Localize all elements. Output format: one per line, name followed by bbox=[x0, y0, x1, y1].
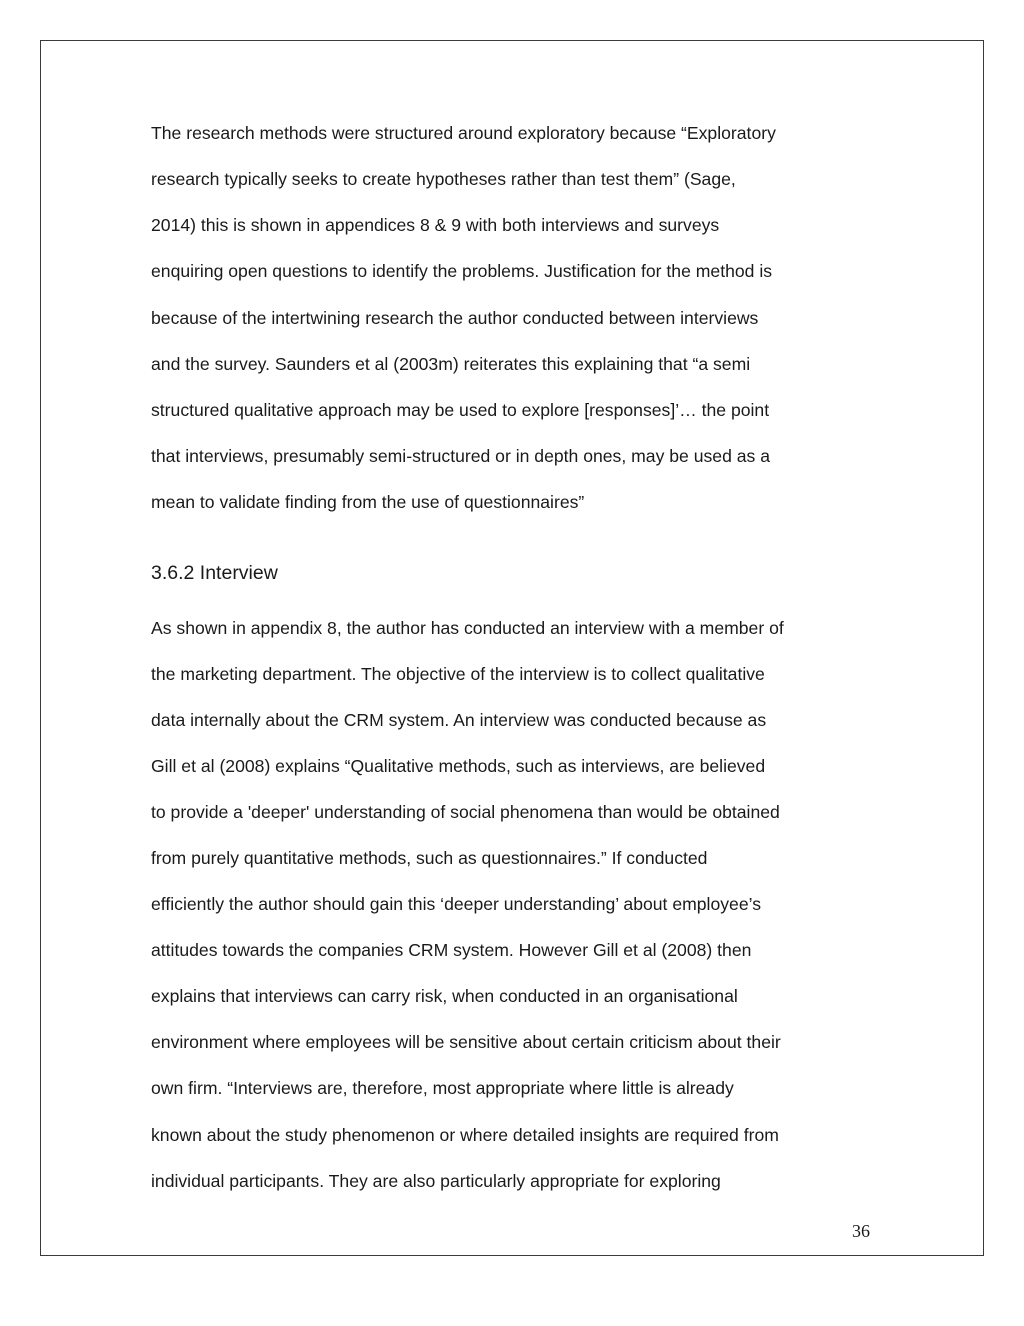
paragraph-1-line-2: research typically seeks to create hypotheses rather than test them” (Sage, bbox=[151, 169, 736, 189]
paragraph-1-line-9: mean to validate finding from the use of questionnaires” bbox=[151, 492, 585, 512]
paragraph-1-line-1: The research methods were structured around exploratory because “Exploratory bbox=[151, 123, 776, 143]
paragraph-1-line-6: and the survey. Saunders et al (2003m) reiterates this explaining that “a semi bbox=[151, 354, 751, 374]
paragraph-2-line-10: environment where employees will be sensitive about certain criticism about their bbox=[151, 1032, 781, 1052]
paragraph-2-line-12: known about the study phenomenon or where detailed insights are required from bbox=[151, 1125, 779, 1145]
paragraph-1-line-8: that interviews, presumably semi-structured or in depth ones, may be used as a bbox=[151, 446, 771, 466]
section-heading: 3.6.2 Interview bbox=[151, 562, 278, 584]
paragraph-2-line-4: Gill et al (2008) explains “Qualitative methods, such as interviews, are believed bbox=[151, 756, 766, 776]
paragraph-2-line-2: the marketing department. The objective of the interview is to collect qualitative bbox=[151, 664, 765, 684]
paragraph-1-line-7: structured qualitative approach may be used to explore [responses]’… the point bbox=[151, 400, 770, 420]
paragraph-1-line-5: because of the intertwining research the author conducted between interviews bbox=[151, 308, 759, 328]
paragraph-2-line-9: explains that interviews can carry risk, when conducted in an organisational bbox=[151, 986, 738, 1006]
paragraph-2-line-6: from purely quantitative methods, such as questionnaires.” If conducted bbox=[151, 848, 708, 868]
paragraph-2-line-3: data internally about the CRM system. An interview was conducted because as bbox=[151, 710, 767, 730]
paragraph-2-line-7: efficiently the author should gain this ‘deeper understanding’ about employee’s bbox=[151, 894, 762, 914]
paragraph-1-line-3: 2014) this is shown in appendices 8 & 9 with both interviews and surveys bbox=[151, 215, 720, 235]
paragraph-2-line-8: attitudes towards the companies CRM system. However Gill et al (2008) then bbox=[151, 940, 752, 960]
page-number: 36 bbox=[852, 1221, 870, 1241]
paragraph-1-line-4: enquiring open questions to identify the problems. Justification for the method is bbox=[151, 261, 773, 281]
paragraph-2-line-1: As shown in appendix 8, the author has conducted an interview with a member of bbox=[151, 618, 784, 638]
paragraph-2-line-11: own firm. “Interviews are, therefore, most appropriate where little is already bbox=[151, 1078, 734, 1098]
paragraph-2-line-13: individual participants. They are also particularly appropriate for exploring bbox=[151, 1171, 721, 1191]
paragraph-2-line-5: to provide a 'deeper' understanding of social phenomena than would be obtained bbox=[151, 802, 780, 822]
